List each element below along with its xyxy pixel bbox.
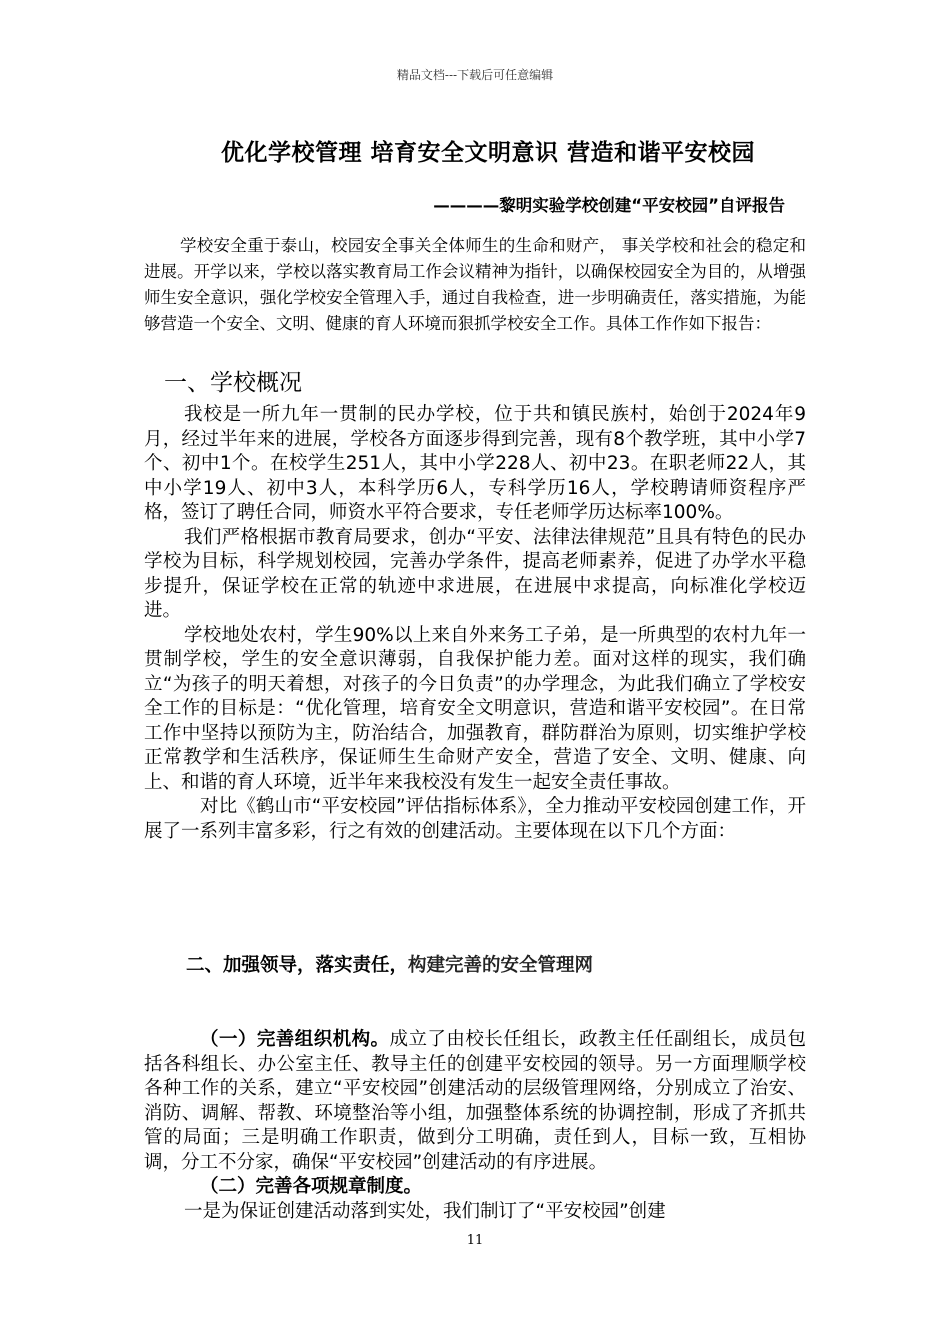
item2-label: （二）完善各项规章制度。 (200, 1176, 423, 1197)
item2-heading (144, 1175, 806, 1200)
section1-paragraph: 我校是一所九年一贯制的民办学校，位于共和镇民族村，始创于2024年9月，经过半年来的进展，学校各方面逐步得到完善，现有8个教学班，其中小学7个、初中1个。在校学生251人，其中小学228人、初中23。在职老师22人，其中小学19人、初中3人，本科学历6人，专科学历16人，学校聘请师资程序严格，签订了聘任合同，师资水平符合要求，专任老师学历达标率100%。 (144, 404, 806, 523)
item1-label: （一）完善组织机构。 (200, 1029, 390, 1050)
item2-text: 一是为保证创建活动落到实处，我们制订了“平安校园”创建 (184, 1200, 666, 1222)
header-note: 精品文档---下载后可任意编辑 (396, 68, 554, 82)
section1-heading: 一、学校概况 (164, 370, 302, 396)
section1-paragraph: 我们严格根据市教育局要求，创办“平安、法律法律规范”且具有特色的民办学校为目标，科学规划校园，完善办学条件，提高老师素养，促进了办学水平稳步提升，保证学校在正常的轨迹中求进展，在进展中求提高，向标准化学校迈进。 (144, 526, 806, 621)
section2-heading-part-a: 二、加强领导，落实责任， (186, 955, 409, 976)
page-number: 11 (466, 1233, 484, 1248)
document-title: 优化学校管理 培育安全文明意识 营造和谐平安校园 (220, 140, 755, 166)
item1-paragraph (144, 1028, 806, 1175)
document-subtitle: ————黎明实验学校创建“平安校园”自评报告 (433, 196, 785, 215)
section1-paragraph: 对比《鹤山市“平安校园”评估指标体系》，全力推动平安校园创建工作，开展了一系列丰富多彩，行之有效的创建活动。主要体现在以下几个方面： (144, 796, 806, 842)
section1-body (144, 403, 806, 844)
section2-heading-part-b: 构建完善的安全管理网 (408, 955, 594, 976)
section1-paragraph: 学校地处农村，学生90%以上来自外来务工子弟，是一所典型的农村九年一贯制学校，学生的安全意识薄弱，自我保护能力差。面对这样的现实，我们确立“为孩子的明天着想，对孩子的今日负责”的办学理念，为此我们确立了学校安全工作的目标是：“优化管理，培育安全文明意识，营造和谐平安校园”。在日常工作中坚持以预防为主，防治结合，加强教育，群防群治为原则，切实维护学校正常教学和生活秩序，保证师生生命财产安全，营造了安全、文明、健康、向上、和谐的育人环境，近半年来我校没有发生一起安全责任事故。 (144, 624, 806, 793)
section2-heading (186, 951, 593, 977)
intro-paragraph: 学校安全重于泰山，校园安全事关全体师生的生命和财产， 事关学校和社会的稳定和进展。开学以来，学校以落实教育局工作会议精神为指针，以确保校园安全为目的，从增强师生安全意识，强化学校安全管理入手，通过自我检查，进一步明确责任，落实措施，为能够营造一个安全、文明、健康的育人环境而狠抓学校安全工作。具体工作作如下报告： (144, 236, 806, 333)
item1-text: 成立了由校长任组长，政教主任任副组长，成员包括各科组长、办公室主任、教导主任的创建平安校园的领导。另一方面理顺学校各种工作的关系，建立“平安校园”创建活动的层级管理网络，分别成立了治安、消防、调解、帮教、环境整治等小组，加强整体系统的协调控制，形成了齐抓共管的局面；三是明确工作职责，做到分工明确，责任到人，目标一致，互相协调，分工不分家，确保“平安校园”创建活动的有序进展。 (144, 1029, 806, 1173)
section2-body (144, 1028, 806, 1224)
